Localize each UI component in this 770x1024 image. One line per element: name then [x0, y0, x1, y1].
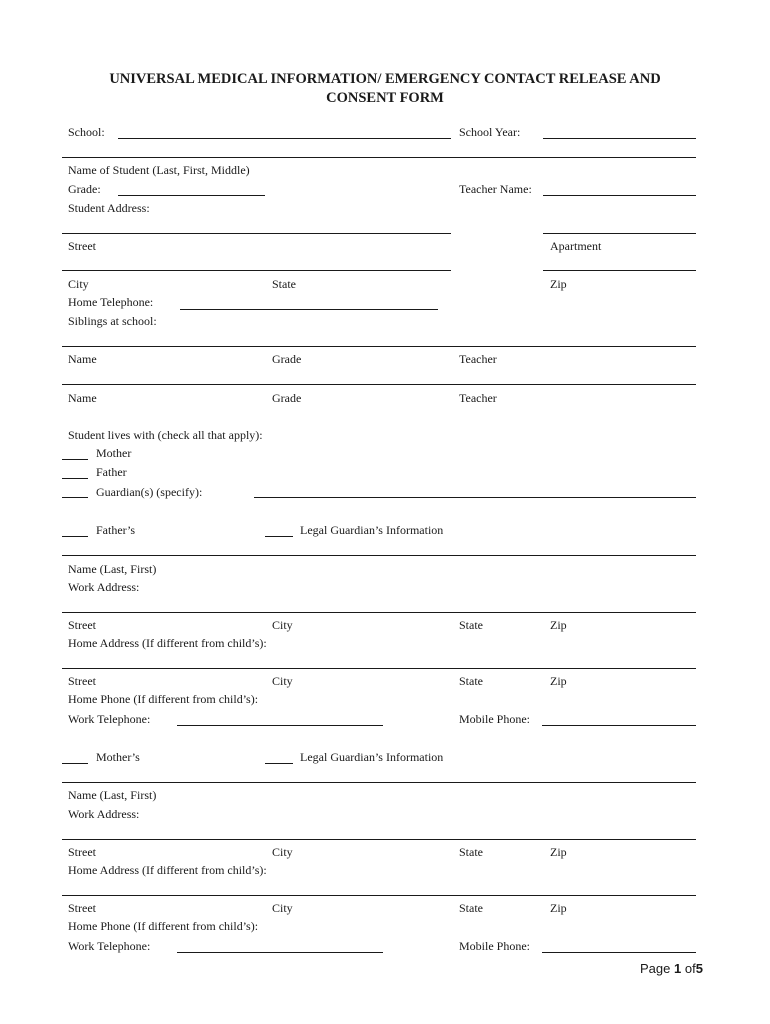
teacher-name-field[interactable]	[543, 195, 696, 196]
mother-work-address-field[interactable]	[62, 839, 696, 840]
father-label: Father’s	[96, 523, 136, 537]
sibling-1-field[interactable]	[62, 346, 696, 347]
school-year-field[interactable]	[543, 138, 696, 139]
mother-work-address-label: Work Address:	[68, 807, 140, 821]
father-state-label: State	[459, 618, 483, 632]
grade-field[interactable]	[118, 195, 265, 196]
zip-field[interactable]	[543, 270, 696, 271]
current-page: 1	[674, 961, 682, 976]
father-guardian-info-label: Legal Guardian’s Information	[300, 523, 444, 537]
zip-label: Zip	[550, 277, 567, 291]
mother-label: Mother’s	[96, 750, 140, 764]
father-zip-label: Zip	[550, 618, 567, 632]
total-pages: 5	[695, 961, 703, 976]
mother-city-label: City	[272, 901, 293, 915]
grade-label: Grade:	[68, 182, 101, 196]
mother-street-label: Street	[68, 901, 96, 915]
guardian-checkbox-blank[interactable]	[62, 497, 88, 498]
sibling-2-field[interactable]	[62, 384, 696, 385]
father-home-address-field[interactable]	[62, 668, 696, 669]
father-city-label: City	[272, 674, 293, 688]
street-field[interactable]	[62, 233, 451, 234]
mother-guardian-checkbox-blank[interactable]	[265, 763, 293, 764]
father-street-label: Street	[68, 674, 96, 688]
mother-city-label: City	[272, 845, 293, 859]
father-checkbox-blank[interactable]	[62, 536, 88, 537]
divider	[62, 157, 696, 158]
state-label: State	[272, 277, 296, 291]
guardian-option-label: Guardian(s) (specify):	[96, 485, 203, 499]
father-name-label: Name (Last, First)	[68, 562, 157, 576]
city-label: City	[68, 277, 89, 291]
father-name-field[interactable]	[62, 555, 696, 556]
mother-mobile-phone-field[interactable]	[542, 952, 696, 953]
mother-zip-label: Zip	[550, 901, 567, 915]
father-guardian-checkbox-blank[interactable]	[265, 536, 293, 537]
father-mobile-phone-field[interactable]	[542, 725, 696, 726]
of-word: of	[684, 961, 696, 976]
father-mobile-phone-label: Mobile Phone:	[459, 712, 530, 726]
home-telephone-field[interactable]	[180, 309, 438, 310]
city-state-field[interactable]	[62, 270, 451, 271]
sibling-grade-label: Grade	[272, 352, 302, 366]
father-home-address-label: Home Address (If different from child’s):	[68, 636, 267, 650]
guardian-specify-field[interactable]	[254, 497, 696, 498]
apartment-label: Apartment	[550, 239, 602, 253]
mother-checkbox-blank[interactable]	[62, 459, 88, 460]
mother-work-telephone-label: Work Telephone:	[68, 939, 151, 953]
father-option-label: Father	[96, 465, 127, 479]
sibling-teacher-label: Teacher	[459, 352, 497, 366]
father-work-address-field[interactable]	[62, 612, 696, 613]
apartment-field[interactable]	[543, 233, 696, 234]
page-number	[640, 961, 703, 976]
street-label: Street	[68, 239, 96, 253]
school-label: School:	[68, 125, 105, 139]
home-telephone-label: Home Telephone:	[68, 295, 154, 309]
mother-zip-label: Zip	[550, 845, 567, 859]
father-work-telephone-field[interactable]	[177, 725, 383, 726]
school-field[interactable]	[118, 138, 451, 139]
mother-mobile-phone-label: Mobile Phone:	[459, 939, 530, 953]
sibling-name-label: Name	[68, 391, 97, 405]
father-work-telephone-label: Work Telephone:	[68, 712, 151, 726]
father-city-label: City	[272, 618, 293, 632]
school-year-label: School Year:	[459, 125, 521, 139]
page-word: Page	[640, 961, 671, 976]
sibling-grade-label: Grade	[272, 391, 302, 405]
sibling-name-label: Name	[68, 352, 97, 366]
father-checkbox-blank[interactable]	[62, 478, 88, 479]
mother-option-label: Mother	[96, 446, 132, 460]
mother-home-address-field[interactable]	[62, 895, 696, 896]
father-state-label: State	[459, 674, 483, 688]
father-zip-label: Zip	[550, 674, 567, 688]
student-address-label: Student Address:	[68, 201, 150, 215]
siblings-label: Siblings at school:	[68, 314, 157, 328]
mother-guardian-info-label: Legal Guardian’s Information	[300, 750, 444, 764]
father-work-address-label: Work Address:	[68, 580, 140, 594]
father-street-label: Street	[68, 618, 96, 632]
form-title-line-2: CONSENT FORM	[326, 90, 444, 106]
mother-name-label: Name (Last, First)	[68, 788, 157, 802]
mother-checkbox-blank[interactable]	[62, 763, 88, 764]
mother-state-label: State	[459, 901, 483, 915]
mother-home-phone-label: Home Phone (If different from child’s):	[68, 919, 259, 933]
lives-with-label: Student lives with (check all that apply):	[68, 428, 263, 442]
father-home-phone-label: Home Phone (If different from child’s):	[68, 692, 259, 706]
mother-home-address-label: Home Address (If different from child’s):	[68, 863, 267, 877]
teacher-name-label: Teacher Name:	[459, 182, 532, 196]
sibling-teacher-label: Teacher	[459, 391, 497, 405]
mother-state-label: State	[459, 845, 483, 859]
mother-name-field[interactable]	[62, 782, 696, 783]
mother-work-telephone-field[interactable]	[177, 952, 383, 953]
student-name-label: Name of Student (Last, First, Middle)	[68, 163, 250, 177]
mother-street-label: Street	[68, 845, 96, 859]
form-title-line-1: UNIVERSAL MEDICAL INFORMATION/ EMERGENCY CONTACT RELEASE AND	[109, 71, 661, 87]
